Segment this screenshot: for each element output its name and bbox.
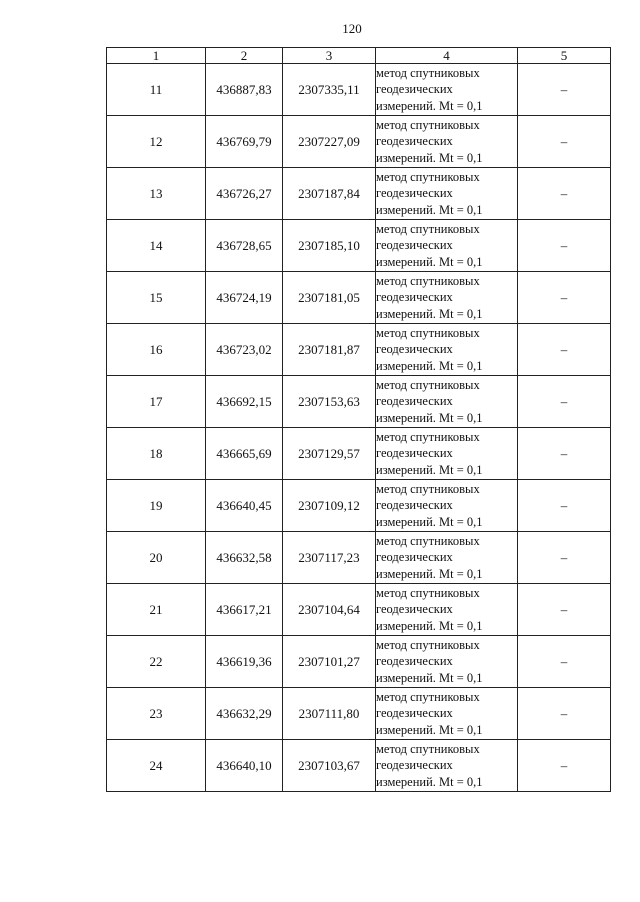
table-row — [107, 532, 611, 584]
method-line: метод спутниковых — [376, 273, 480, 288]
x-coordinate-cell: 436723,02 — [206, 324, 283, 376]
method-cell — [376, 584, 518, 636]
header-row — [107, 48, 611, 64]
method-cell — [376, 740, 518, 792]
coordinates-table — [106, 47, 611, 792]
method-line: измерений. Mt = 0,1 — [376, 98, 483, 113]
y-coordinate-cell: 2307109,12 — [283, 480, 376, 532]
y-coordinate-cell: 2307103,67 — [283, 740, 376, 792]
method-cell — [376, 428, 518, 480]
table-row — [107, 116, 611, 168]
point-number-cell: 14 — [107, 220, 206, 272]
method-line: геодезических — [376, 290, 453, 305]
method-line: геодезических — [376, 706, 453, 721]
error-cell: – — [518, 168, 611, 220]
y-coordinate-cell: 2307187,84 — [283, 168, 376, 220]
error-cell: – — [518, 428, 611, 480]
method-line: метод спутниковых — [376, 585, 480, 600]
point-number-cell: 13 — [107, 168, 206, 220]
method-line: метод спутниковых — [376, 481, 480, 496]
method-line: измерений. Mt = 0,1 — [376, 306, 483, 321]
method-line: геодезических — [376, 602, 453, 617]
method-line: метод спутниковых — [376, 429, 480, 444]
x-coordinate-cell: 436617,21 — [206, 584, 283, 636]
method-line: геодезических — [376, 186, 453, 201]
method-cell — [376, 688, 518, 740]
method-cell — [376, 272, 518, 324]
method-line: геодезических — [376, 550, 453, 565]
x-coordinate-cell: 436887,83 — [206, 64, 283, 116]
method-line: геодезических — [376, 654, 453, 669]
method-line: метод спутниковых — [376, 221, 480, 236]
method-cell — [376, 532, 518, 584]
error-cell: – — [518, 532, 611, 584]
method-line: метод спутниковых — [376, 637, 480, 652]
y-coordinate-cell: 2307129,57 — [283, 428, 376, 480]
x-coordinate-cell: 436769,79 — [206, 116, 283, 168]
method-line: геодезических — [376, 758, 453, 773]
method-line: геодезических — [376, 446, 453, 461]
method-cell — [376, 480, 518, 532]
method-line: геодезических — [376, 394, 453, 409]
error-cell: – — [518, 584, 611, 636]
error-cell: – — [518, 272, 611, 324]
column-header: 3 — [283, 48, 376, 64]
y-coordinate-cell: 2307104,64 — [283, 584, 376, 636]
y-coordinate-cell: 2307335,11 — [283, 64, 376, 116]
y-coordinate-cell: 2307185,10 — [283, 220, 376, 272]
method-line: измерений. Mt = 0,1 — [376, 358, 483, 373]
x-coordinate-cell: 436728,65 — [206, 220, 283, 272]
error-cell: – — [518, 116, 611, 168]
error-cell: – — [518, 688, 611, 740]
y-coordinate-cell: 2307111,80 — [283, 688, 376, 740]
method-cell — [376, 168, 518, 220]
column-header: 5 — [518, 48, 611, 64]
point-number-cell: 11 — [107, 64, 206, 116]
column-header: 4 — [376, 48, 518, 64]
method-line: метод спутниковых — [376, 533, 480, 548]
method-cell — [376, 116, 518, 168]
point-number-cell: 20 — [107, 532, 206, 584]
table-row — [107, 584, 611, 636]
method-line: геодезических — [376, 134, 453, 149]
error-cell: – — [518, 740, 611, 792]
method-line: измерений. Mt = 0,1 — [376, 202, 483, 217]
x-coordinate-cell: 436619,36 — [206, 636, 283, 688]
method-line: геодезических — [376, 82, 453, 97]
method-line: геодезических — [376, 238, 453, 253]
method-line: измерений. Mt = 0,1 — [376, 618, 483, 633]
error-cell: – — [518, 636, 611, 688]
column-header: 1 — [107, 48, 206, 64]
column-header: 2 — [206, 48, 283, 64]
method-line: метод спутниковых — [376, 65, 480, 80]
point-number-cell: 21 — [107, 584, 206, 636]
point-number-cell: 22 — [107, 636, 206, 688]
error-cell: – — [518, 324, 611, 376]
y-coordinate-cell: 2307181,87 — [283, 324, 376, 376]
table-row — [107, 688, 611, 740]
point-number-cell: 23 — [107, 688, 206, 740]
x-coordinate-cell: 436640,45 — [206, 480, 283, 532]
method-line: измерений. Mt = 0,1 — [376, 670, 483, 685]
table-row — [107, 428, 611, 480]
table-row — [107, 324, 611, 376]
method-line: измерений. Mt = 0,1 — [376, 514, 483, 529]
method-line: геодезических — [376, 498, 453, 513]
y-coordinate-cell: 2307153,63 — [283, 376, 376, 428]
x-coordinate-cell: 436665,69 — [206, 428, 283, 480]
method-cell — [376, 324, 518, 376]
method-line: измерений. Mt = 0,1 — [376, 566, 483, 581]
method-line: геодезических — [376, 342, 453, 357]
method-cell — [376, 64, 518, 116]
method-line: измерений. Mt = 0,1 — [376, 410, 483, 425]
y-coordinate-cell: 2307101,27 — [283, 636, 376, 688]
method-line: метод спутниковых — [376, 117, 480, 132]
method-line: измерений. Mt = 0,1 — [376, 462, 483, 477]
method-line: измерений. Mt = 0,1 — [376, 722, 483, 737]
method-line: метод спутниковых — [376, 689, 480, 704]
table-row — [107, 740, 611, 792]
table-row — [107, 220, 611, 272]
point-number-cell: 16 — [107, 324, 206, 376]
method-line: метод спутниковых — [376, 377, 480, 392]
method-line: метод спутниковых — [376, 169, 480, 184]
method-cell — [376, 220, 518, 272]
page-number: 120 — [342, 21, 362, 36]
table-row — [107, 272, 611, 324]
error-cell: – — [518, 220, 611, 272]
y-coordinate-cell: 2307117,23 — [283, 532, 376, 584]
method-cell — [376, 376, 518, 428]
y-coordinate-cell: 2307181,05 — [283, 272, 376, 324]
x-coordinate-cell: 436640,10 — [206, 740, 283, 792]
point-number-cell: 19 — [107, 480, 206, 532]
error-cell: – — [518, 480, 611, 532]
method-cell — [376, 636, 518, 688]
table-row — [107, 480, 611, 532]
x-coordinate-cell: 436632,58 — [206, 532, 283, 584]
point-number-cell: 12 — [107, 116, 206, 168]
table-body — [107, 64, 611, 792]
method-line: измерений. Mt = 0,1 — [376, 254, 483, 269]
method-line: измерений. Mt = 0,1 — [376, 150, 483, 165]
table-row — [107, 636, 611, 688]
table-row — [107, 168, 611, 220]
y-coordinate-cell: 2307227,09 — [283, 116, 376, 168]
point-number-cell: 18 — [107, 428, 206, 480]
table-row — [107, 376, 611, 428]
method-line: метод спутниковых — [376, 741, 480, 756]
x-coordinate-cell: 436724,19 — [206, 272, 283, 324]
point-number-cell: 24 — [107, 740, 206, 792]
point-number-cell: 17 — [107, 376, 206, 428]
x-coordinate-cell: 436632,29 — [206, 688, 283, 740]
method-line: измерений. Mt = 0,1 — [376, 774, 483, 789]
table-row — [107, 64, 611, 116]
point-number-cell: 15 — [107, 272, 206, 324]
x-coordinate-cell: 436692,15 — [206, 376, 283, 428]
x-coordinate-cell: 436726,27 — [206, 168, 283, 220]
error-cell: – — [518, 376, 611, 428]
method-line: метод спутниковых — [376, 325, 480, 340]
error-cell: – — [518, 64, 611, 116]
